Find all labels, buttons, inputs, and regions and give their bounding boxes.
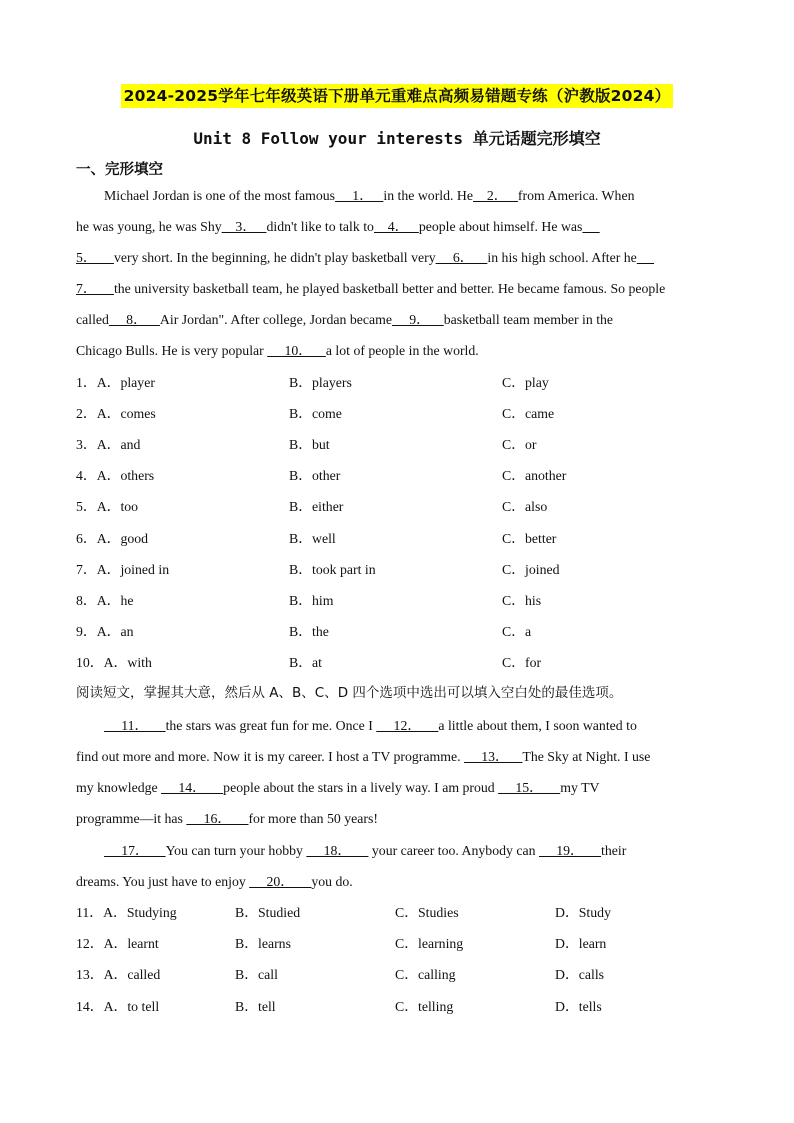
- passage-text: their: [601, 843, 627, 858]
- option-b[interactable]: B．took part in: [289, 562, 376, 577]
- blank-19: 19．: [538, 843, 602, 858]
- blank-1: 1．: [335, 188, 384, 203]
- option-c[interactable]: C．another: [502, 468, 567, 483]
- passage-text: a little about them, I soon wanted to: [438, 718, 637, 733]
- blank-line: [582, 219, 599, 234]
- blank-11: 11．: [104, 718, 166, 733]
- option-c[interactable]: C．his: [502, 593, 542, 608]
- passage-text: the university basketball team, he played basketball better and better. He became famous. So people: [113, 281, 666, 296]
- option-c[interactable]: C．or: [502, 437, 537, 452]
- option-c[interactable]: C．calling: [395, 967, 456, 982]
- passage-text: for more than 50 years!: [248, 811, 378, 826]
- option-c[interactable]: C．better: [502, 531, 557, 546]
- passage-text: programme—it has: [76, 811, 187, 826]
- passage-text: Air Jordan". After college, Jordan became: [159, 312, 392, 327]
- option-c[interactable]: C．telling: [395, 999, 454, 1014]
- passage-text: dreams. You just have to enjoy: [76, 874, 250, 889]
- blank-18: 18．: [306, 843, 369, 858]
- option-b[interactable]: B．tell: [235, 999, 276, 1014]
- passage-text: find out more and more. Now it is my career. I host a TV programme.: [76, 749, 465, 764]
- option-c[interactable]: C．Studies: [395, 905, 459, 920]
- passage1-line-3: [76, 248, 654, 268]
- passage-text: my TV: [560, 780, 600, 795]
- passage2-line-5: [104, 841, 626, 861]
- blank-9: 9．: [391, 312, 444, 327]
- passage-text: very short. In the beginning, he didn't play basketball very: [113, 250, 436, 265]
- passage-text: didn't like to talk to: [266, 219, 374, 234]
- blank-20: 20．: [249, 874, 312, 889]
- passage2-line-6: [76, 872, 353, 892]
- option-b[interactable]: B．learns: [235, 936, 291, 951]
- instruction-text: 阅读短文，掌握其大意，然后从 A、B、C、D 四个选项中选出可以填入空白处的最佳选项。: [76, 685, 623, 701]
- passage-text: you do.: [311, 874, 353, 889]
- option-c[interactable]: C．came: [502, 406, 555, 421]
- option-b[interactable]: B．him: [289, 593, 334, 608]
- passage-text: in the world. He: [383, 188, 474, 203]
- option-a[interactable]: 2．A．comes: [76, 406, 156, 421]
- document-subtitle: Unit 8 Follow your interests 单元话题完形填空: [193, 129, 601, 148]
- passage-text: in his high school. After he: [487, 250, 637, 265]
- passage-text: your career too. Anybody can: [368, 843, 539, 858]
- passage2-line-2: [76, 747, 650, 767]
- passage2-line-1: [104, 716, 637, 736]
- blank-17: 17．: [104, 843, 166, 858]
- document-title: 2024-2025学年七年级英语下册单元重难点高频易错题专练（沪教版2024）: [121, 84, 674, 108]
- option-b[interactable]: B．Studied: [235, 905, 301, 920]
- option-b[interactable]: B．the: [289, 624, 329, 639]
- option-a[interactable]: 13．A．called: [76, 967, 161, 982]
- blank-7: 7．: [76, 281, 114, 296]
- option-d[interactable]: D．Study: [555, 905, 611, 920]
- blank-6: 6．: [435, 250, 488, 265]
- passage-text: people about himself. He was: [418, 219, 583, 234]
- passage2-line-4: [76, 809, 378, 829]
- option-b[interactable]: B．call: [235, 967, 278, 982]
- option-a[interactable]: 9．A．an: [76, 624, 134, 639]
- option-a[interactable]: 12．A．learnt: [76, 936, 159, 951]
- passage1-line-1: [104, 186, 634, 206]
- blank-5: 5．: [76, 250, 114, 265]
- blank-13: 13．: [464, 749, 523, 764]
- section-heading: 一、完形填空: [76, 162, 163, 178]
- passage2-line-3: [76, 778, 599, 798]
- blank-2: 2．: [473, 188, 518, 203]
- option-c[interactable]: C．for: [502, 655, 542, 670]
- option-c[interactable]: C．joined: [502, 562, 560, 577]
- option-d[interactable]: D．learn: [555, 936, 607, 951]
- option-a[interactable]: 11．A．Studying: [76, 905, 177, 920]
- option-a[interactable]: 7．A．joined in: [76, 562, 170, 577]
- passage-text: Michael Jordan is one of the most famous: [104, 188, 336, 203]
- passage-text: called: [76, 312, 109, 327]
- passage-text: my knowledge: [76, 780, 162, 795]
- option-b[interactable]: B．at: [289, 655, 322, 670]
- option-c[interactable]: C．a: [502, 624, 532, 639]
- passage-text: Chicago Bulls. He is very popular: [76, 343, 268, 358]
- blank-8: 8．: [108, 312, 160, 327]
- passage-text: the stars was great fun for me. Once I: [165, 718, 377, 733]
- blank-16: 16．: [186, 811, 249, 826]
- option-d[interactable]: D．calls: [555, 967, 605, 982]
- passage-text: people about the stars in a lively way. I am proud: [223, 780, 499, 795]
- blank-10: 10．: [267, 343, 326, 358]
- blank-12: 12．: [376, 718, 439, 733]
- option-c[interactable]: C．also: [502, 499, 548, 514]
- passage-text: basketball team member in the: [443, 312, 614, 327]
- passage1-line-2: [76, 217, 600, 237]
- option-a[interactable]: 10．A．with: [76, 655, 152, 670]
- option-a[interactable]: 3．A．and: [76, 437, 141, 452]
- blank-14: 14．: [161, 780, 224, 795]
- option-b[interactable]: B．well: [289, 531, 336, 546]
- passage-text: from America. When: [517, 188, 635, 203]
- blank-3: 3．: [221, 219, 267, 234]
- blank-line: [637, 250, 654, 265]
- option-c[interactable]: C．play: [502, 375, 549, 390]
- option-a[interactable]: 8．A．he: [76, 593, 134, 608]
- blank-15: 15．: [498, 780, 561, 795]
- option-b[interactable]: B．but: [289, 437, 330, 452]
- passage-text: You can turn your hobby: [165, 843, 307, 858]
- option-a[interactable]: 6．A．good: [76, 531, 149, 546]
- option-a[interactable]: 1．A．player: [76, 375, 155, 390]
- passage-text: he was young, he was Shy: [76, 219, 222, 234]
- option-d[interactable]: D．tells: [555, 999, 602, 1014]
- option-c[interactable]: C．learning: [395, 936, 464, 951]
- blank-4: 4．: [373, 219, 419, 234]
- passage-text: The Sky at Night. I use: [522, 749, 651, 764]
- option-a[interactable]: 5．A．too: [76, 499, 139, 514]
- option-b[interactable]: B．either: [289, 499, 344, 514]
- passage-text: a lot of people in the world.: [325, 343, 479, 358]
- option-a[interactable]: 4．A．others: [76, 468, 155, 483]
- option-a[interactable]: 14．A．to tell: [76, 999, 160, 1014]
- option-b[interactable]: B．other: [289, 468, 341, 483]
- passage1-line-6: [76, 341, 479, 361]
- passage1-line-5: [76, 310, 613, 330]
- passage1-line-4: [76, 279, 665, 299]
- option-b[interactable]: B．players: [289, 375, 352, 390]
- option-b[interactable]: B．come: [289, 406, 342, 421]
- title-container: [0, 84, 794, 108]
